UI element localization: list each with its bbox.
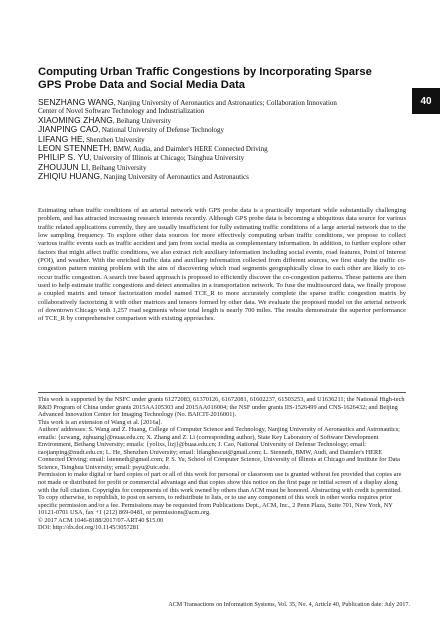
- author-name: ZHIQIU HUANG: [38, 171, 101, 182]
- extension-note: This work is an extension of Wang et al. [2016a].: [38, 418, 163, 426]
- running-footer: ACM Transactions on Information Systems, Vol. 35, No. 4, Article 40, Publication date: July 2017.: [168, 602, 410, 608]
- author-affiliation: , Shenzhen University: [82, 135, 145, 144]
- author-name: PHILIP S. YU: [38, 152, 90, 163]
- author-entry: [38, 172, 408, 181]
- abstract: [38, 207, 406, 324]
- author-affiliation: , National University of Defense Technology: [98, 126, 225, 135]
- author-affiliation: , BMW, Audia, and Daimler's HERE Connected Driving: [109, 145, 268, 154]
- author-addresses: Authors' addresses: S. Wang and Z. Huang, College of Computer Science and Technology, Nanjing University of Aeronautics and Astronautics; emails: {szwang, zqhuang}@nuaa.edu.cn; X. Zhang and Z. Li (corresponding author), State Key Laboratory of Software Development Environment, Beihang University; emails: {yolixs, lizj}@buaa.edu.cn; J. Cao, National University of Defense Technology; email: caojianping@nudt.edu.cn; L. He, Shenzhen University; email: lifanghescut@gmail.com; L. Stenneth, BMW, Audi, and Daimler's HERE Connected Driving; email: lstenneth@gmail.com; P. S. Yu, School of Computer Science, University of Illinois at Chicago and Institute for Data Science, Tsinghua University; email: psyu@uic.edu.: [38, 426, 400, 471]
- author-affiliation: , Beihang University: [112, 116, 172, 125]
- author-entry: [38, 153, 408, 162]
- page-number-tab: [412, 88, 440, 114]
- author-affiliation: , Beihang University: [88, 163, 147, 172]
- author-affiliation: , Nanjing University of Aeronautics and Astronautics: [100, 173, 249, 182]
- doi-line: DOI: http://dx.doi.org/10.1145/3057281: [38, 524, 140, 532]
- paper-title: Computing Urban Traffic Congestions by Incorporating Sparse GPS Probe Data and Social Media Data: [38, 66, 372, 91]
- author-affiliation: , Nanjing University of Aeronautics and Astronautics; Collaboration Innovation: [113, 99, 337, 107]
- author-list: [38, 98, 408, 182]
- footnotes: [38, 392, 406, 532]
- author-entry: [38, 125, 408, 134]
- author-name: ZHOUJUN LI: [38, 161, 89, 172]
- author-affiliation-continued: Center of Novel Software Technology and Industrialization: [38, 107, 205, 116]
- page-number: 40: [420, 95, 432, 107]
- funding-note: This work is supported by the NSFC under grants 61272083, 61370126, 61672081, 61602237, 61503253, and U1636211; the National High-tech R&D Program of China under grants 2015AA105303 and 2015AA016004; the NSF under grants IIS-1526499 and CNS-1626432; and Beijing Advanced Innovation Center for Imaging Technology (No. BAICIT-2016001).: [38, 396, 405, 419]
- author-name: LIFANG HE: [38, 133, 83, 144]
- author-name: LEON STENNETH: [38, 143, 110, 154]
- author-name: JIANPING CAO: [38, 124, 99, 135]
- author-affiliation: , University of Illinois at Chicago; Tsinghua University: [89, 154, 245, 163]
- author-name: SENZHANG WANG: [38, 97, 114, 107]
- author-name: XIAOMING ZHANG: [38, 114, 113, 125]
- abstract-text: Estimating urban traffic conditions of an arterial network with GPS probe data is a practically important while substantially challenging problem, and has attracted increasing research interests recently. Although GPS probe data is becoming a ubiquitous data source for various traffic related applications currently, they are usually insufficient for fully estimating traffic conditions of a large arterial network due to the low sampling frequency. To explore other data sources for more effectively computing urban traffic conditions, we propose to collect various traffic events such as traffic accident and jam from social media as complementary information. In addition, to further explore other factors that might affect traffic conditions, we also extract rich auxiliary information including social events, road features, Point of Interest (POI), and weather. With the enriched traffic data and auxiliary information collected from different sources, we first study the traffic co-congestion pattern mining problem with the aim of discovering which road segments geographically close to each other are likely to co-occur traffic congestion. A search tree based approach is proposed to efficiently discover the co-congestion patterns. These patterns are then used to help estimate traffic congestions and detect anomalies in a transportation network. To fuse the multisourced data, we finally propose a coupled matrix and tensor factorization model named TCE_R to more accurately complete the sparse traffic congestion matrix by collaboratively factorizing it with other matrices and tensors formed by other data. We evaluate the proposed model on the arterial network of downtown Chicago with 1,257 road segments whose total length is nearly 700 miles. The results demonstrate the superior performance of TCE_R by comprehensive comparison with existing approaches.: [38, 207, 406, 323]
- copyright-line: © 2017 ACM 1046-8188/2017/07-ART40 $15.00: [38, 516, 164, 524]
- author-entry: [38, 144, 408, 153]
- permission-note: Permission to make digital or hard copies of part or all of this work for personal or classroom use is granted without fee provided that copies are not made or distributed for profit or commercial advantage and that copies show this notice on the first page or initial screen of a display along with the full citation. Copyrights for components of this work owned by others than ACM must be honored. Abstracting with credit is permitted. To copy otherwise, to republish, to post on servers, to redistribute to lists, or to use any component of this work in other works requires prior specific permission and/or a fee. Permissions may be requested from Publications Dept., ACM, Inc., 2 Penn Plaza, Suite 701, New York, NY 10121-0701 USA, fax +1 (212) 869-0481, or permissions@acm.org.: [38, 471, 402, 517]
- author-entry: [38, 98, 408, 107]
